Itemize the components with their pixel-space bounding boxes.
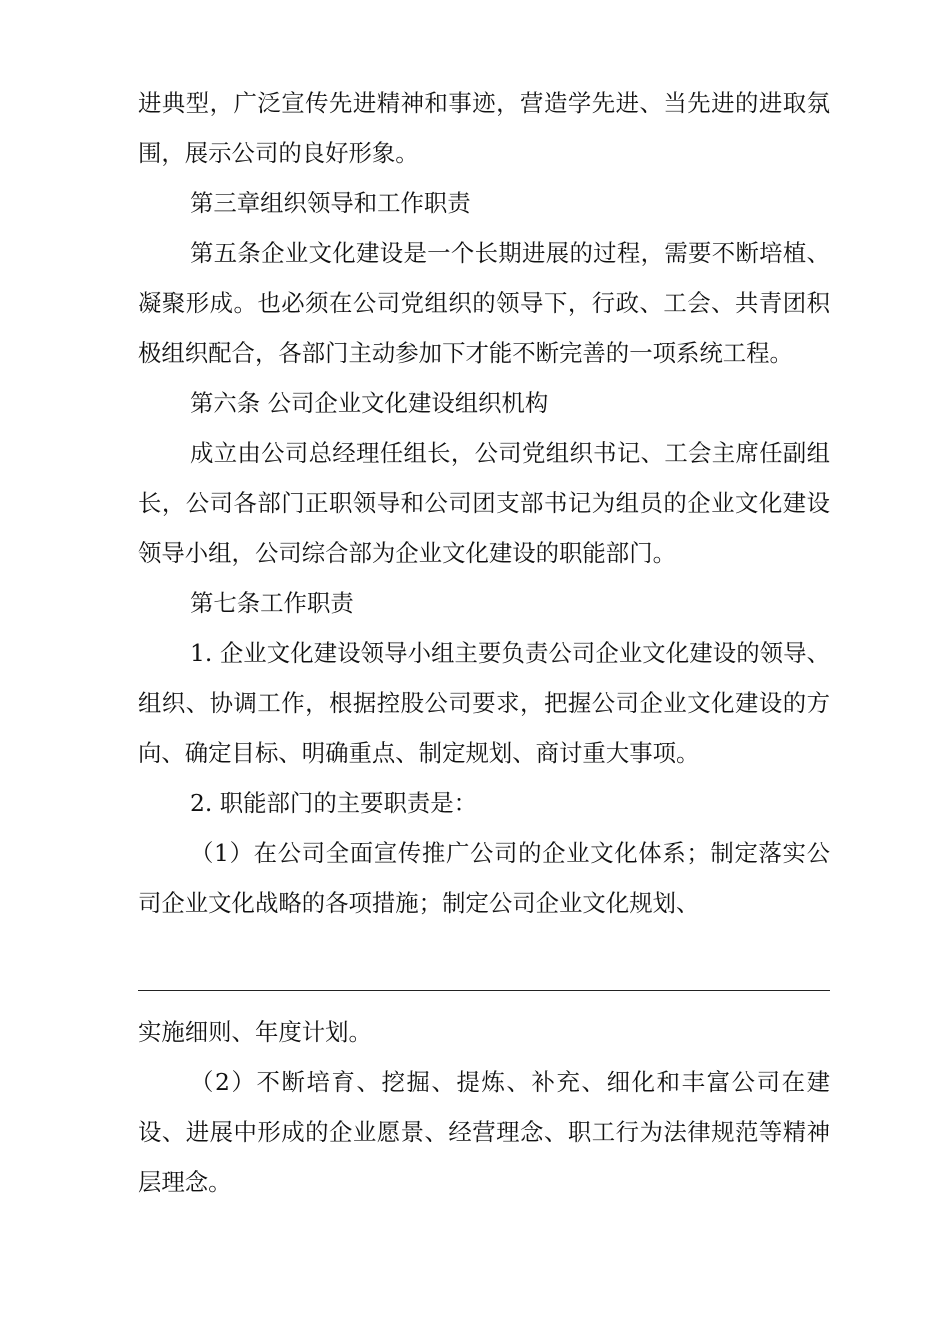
- article-7-heading: 第七条工作职责: [190, 589, 354, 617]
- duty-subitem-2: （2）不断培育、挖掘、提炼、补充、细化和丰富公司在建设、进展中形成的企业愿景、经营理念、职工行为法律规范等精神层理念。: [138, 1068, 830, 1196]
- duty-item-2: 2. 职能部门的主要职责是：: [190, 789, 478, 817]
- article-6-heading: 第六条 公司企业文化建设组织机构: [190, 389, 549, 417]
- paragraph-continued: 进典型，广泛宣传先进精神和事迹，营造学先进、当先进的进取氛围，展示公司的良好形象。: [138, 89, 830, 167]
- page-body-top: [138, 78, 830, 928]
- duty-item-1: 1. 企业文化建设领导小组主要负责公司企业文化建设的领导、组织、协调工作，根据控股公司要求，把握公司企业文化建设的方向、确定目标、明确重点、制定规划、商讨重大事项。: [138, 639, 830, 767]
- article-5: 第五条企业文化建设是一个长期进展的过程，需要不断培植、凝聚形成。也必须在公司党组织的领导下，行政、工会、共青团积极组织配合，各部门主动参加下才能不断完善的一项系统工程。: [138, 239, 830, 367]
- duty-subitem-1-continued: 实施细则、年度计划。: [138, 1018, 372, 1046]
- article-6-body: 成立由公司总经理任组长，公司党组织书记、工会主席任副组长，公司各部门正职领导和公司团支部书记为组员的企业文化建设领导小组，公司综合部为企业文化建设的职能部门。: [138, 439, 830, 567]
- page-break-divider: [138, 990, 830, 991]
- duty-subitem-1: （1）在公司全面宣传推广公司的企业文化体系；制定落实公司企业文化战略的各项措施；制定公司企业文化规划、: [138, 839, 830, 917]
- page-body-bottom: [138, 1007, 830, 1207]
- chapter-heading: 第三章组织领导和工作职责: [190, 189, 471, 217]
